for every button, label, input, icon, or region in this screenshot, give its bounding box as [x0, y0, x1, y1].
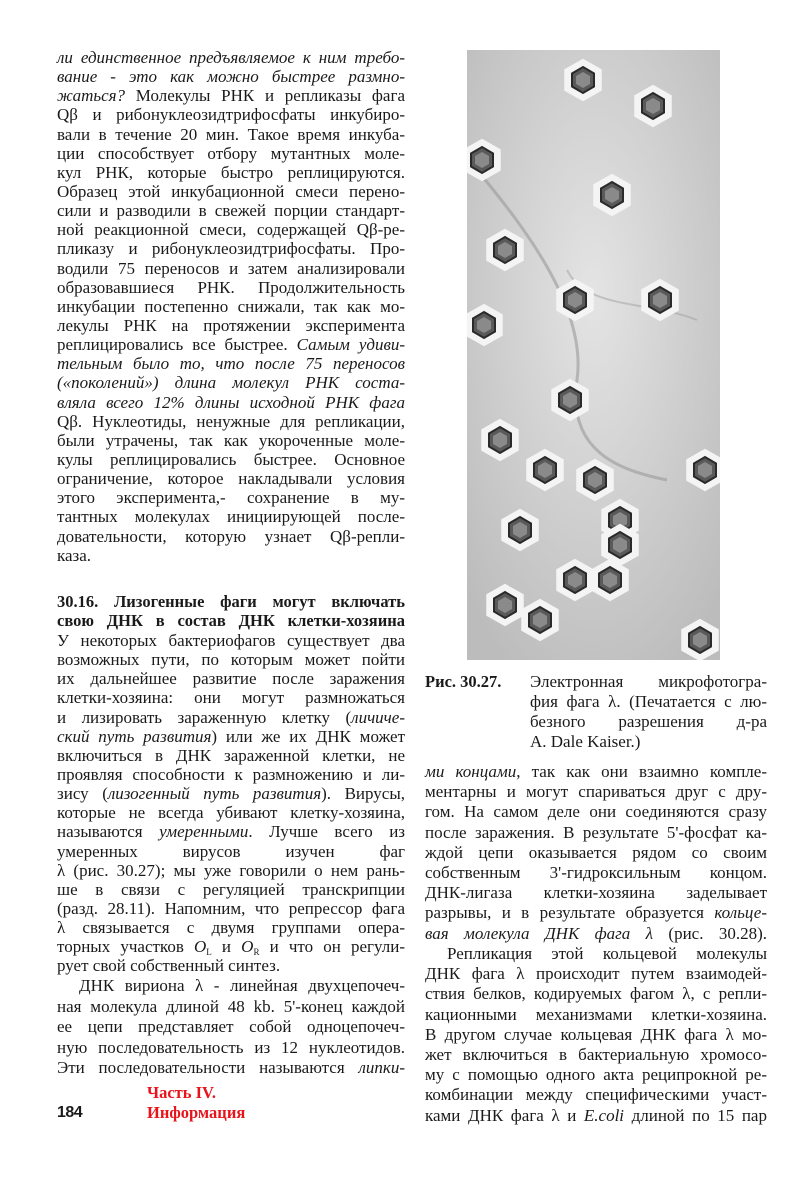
- text-line: [57, 765, 405, 784]
- text-run: ограничение, которое накладывали условия: [57, 469, 405, 489]
- text-line: [57, 105, 405, 124]
- text-line: [530, 732, 767, 752]
- text-run: сили и разводили в свежей порции стандарт-: [57, 201, 405, 221]
- text-line: [57, 784, 405, 803]
- text-run: зису (: [57, 784, 108, 804]
- text-line: [57, 239, 405, 258]
- text-run: 30.16. Лизогенные фаги могут включать: [57, 592, 405, 611]
- text-line: [57, 976, 405, 997]
- text-line: [57, 650, 405, 669]
- paragraph-cohesive-ends: [425, 762, 767, 944]
- text-run: Электронная микрофотогра-: [530, 672, 767, 691]
- text-run: Qβ и рибонуклеозидтрифосфаты инкубиро-: [57, 105, 405, 125]
- part-title: Информация: [147, 1103, 246, 1122]
- text-line: [425, 984, 767, 1004]
- text-line: [425, 863, 767, 883]
- text-line: [57, 67, 405, 86]
- text-run: тантных молекулах инициирующей после-: [57, 507, 405, 527]
- text-line: [425, 1065, 767, 1085]
- text-run: довательности, которую узнает Qβ-репли-: [57, 526, 405, 546]
- text-line: [425, 1005, 767, 1025]
- text-run: клетки-хозяина: они могут размножаться: [57, 688, 405, 708]
- text-line: [425, 843, 767, 863]
- text-line: [57, 1017, 405, 1038]
- paragraph-lambda-dna: [57, 976, 405, 1079]
- text-run: разрывы, и в результате образуется: [425, 903, 715, 923]
- text-line: [425, 1085, 767, 1105]
- text-run: ше в связи с регуляцией транскрипции: [57, 879, 405, 899]
- subscript: L: [206, 947, 212, 958]
- text-run: фия фага λ. (Печатается с лю-: [530, 692, 767, 711]
- electron-micrograph-phage-lambda: [467, 50, 720, 660]
- text-line: [57, 354, 405, 373]
- text-line: [425, 903, 767, 923]
- text-run: ми концами: [425, 762, 517, 781]
- text-run: E.coli: [583, 1105, 625, 1125]
- text-run: ной реакционной смеси, содержащей Qβ-ре-: [57, 220, 405, 240]
- text-line: [57, 880, 405, 899]
- text-run: (рис. 30.28).: [653, 923, 767, 943]
- text-run: были утрачены, так как укороченные моле-: [57, 430, 405, 450]
- text-run: ДНК фага λ происходит путем взаимодей-: [425, 964, 767, 984]
- text-line: [57, 527, 405, 546]
- text-line: [57, 182, 405, 201]
- text-line: [57, 507, 405, 526]
- text-line: [57, 899, 405, 918]
- text-line: [57, 822, 405, 841]
- text-line: [57, 1058, 405, 1079]
- text-run: ДНК-лигаза клетки-хозяина заделывает: [425, 883, 767, 903]
- text-run: пликазу и рибонуклеозидтрифосфаты. Про-: [57, 239, 405, 259]
- text-line: [57, 86, 405, 105]
- text-run: личиче-: [351, 707, 405, 727]
- text-run: гом. На самом деле они соединяются сразу: [425, 802, 767, 822]
- text-run: лизогенный путь развития: [107, 784, 322, 804]
- text-line: [57, 163, 405, 182]
- text-line: [57, 297, 405, 316]
- text-line: [530, 672, 767, 692]
- text-run: кул РНК, которые быстро реплицируются.: [57, 162, 405, 182]
- text-line: [57, 488, 405, 507]
- text-run: инкубации постепенно снижали, так как мо-: [57, 296, 405, 316]
- text-run: лекулы РНК на протяжении эксперимента: [57, 315, 405, 335]
- text-run: ). Вирусы,: [321, 784, 406, 804]
- text-line: [57, 335, 405, 354]
- text-run: проявляя способности к размножению и ли-: [57, 764, 405, 784]
- text-run: жет включиться в бактериальную хромосо-: [425, 1044, 767, 1064]
- text-run: ский путь развития: [57, 726, 212, 746]
- text-run: вляла всего 12% длины исходной РНК фага: [57, 392, 405, 412]
- text-line: [425, 802, 767, 822]
- paragraph-replication: [425, 944, 767, 1126]
- text-run: образовавшиеся РНК. Продолжительность: [57, 277, 405, 297]
- text-run: умеренных вирусов изучен фаг: [57, 841, 405, 861]
- text-line: [425, 762, 767, 782]
- text-line: [57, 611, 405, 630]
- text-line: [425, 1106, 767, 1126]
- text-run: торных участков: [57, 937, 194, 957]
- text-run: ли единственное предъявляемое к ним требо-: [57, 48, 405, 67]
- paragraph-lysogenic-phages: [57, 631, 405, 976]
- text-run: после заражения. В результате 5'-фосфат ка-: [425, 822, 767, 842]
- text-run: собственным 3'-гидроксильным концом.: [425, 862, 767, 882]
- text-line: [57, 431, 405, 450]
- text-line: [57, 450, 405, 469]
- text-line: [57, 918, 405, 937]
- text-line: [57, 220, 405, 239]
- text-run: Репликация этой кольцевой молекулы: [447, 944, 767, 963]
- text-line: [57, 861, 405, 880]
- text-run: ее цепи представляет собой одноцепочеч-: [57, 1017, 405, 1036]
- text-line: [57, 708, 405, 727]
- text-run: Эти последовательности называются: [57, 1058, 359, 1077]
- text-line: [57, 316, 405, 335]
- text-run: λ связывается с двумя группами опера-: [57, 918, 405, 938]
- text-line: [425, 782, 767, 802]
- text-run: O: [241, 937, 254, 957]
- text-run: λ (рис. 30.27); мы уже говорили о нем рань-: [57, 860, 405, 880]
- text-run: которые не всегда убивают клетку-хозяина,: [57, 803, 405, 823]
- text-line: [57, 393, 405, 412]
- text-line: [57, 727, 405, 746]
- text-line: [425, 964, 767, 984]
- text-run: , так как они взаимно компле-: [516, 762, 767, 781]
- text-run: реплицировались все быстрее.: [57, 335, 297, 355]
- part-number: Часть IV.: [147, 1083, 216, 1102]
- text-run: умеренными: [159, 822, 249, 842]
- text-run: кационными механизмами клетки-хозяина.: [425, 1004, 767, 1024]
- text-run: безного разрешения д-ра: [530, 712, 767, 731]
- text-run: длиной по 15 пар: [624, 1105, 767, 1125]
- text-line: [425, 823, 767, 843]
- text-run: вали в течение 20 мин. Такое время инкуба-: [57, 124, 405, 144]
- text-run: У некоторых бактериофагов существует два: [57, 631, 405, 650]
- text-run: A. Dale Kaiser.): [530, 732, 641, 751]
- text-line: [425, 883, 767, 903]
- text-line: [57, 631, 405, 650]
- text-run: Самым удиви-: [296, 335, 405, 355]
- text-line: [57, 144, 405, 163]
- text-line: [57, 746, 405, 765]
- text-line: [530, 692, 767, 712]
- text-run: Молекулы РНК и репликазы фага: [125, 86, 405, 106]
- text-run: . Лучше всего из: [248, 822, 406, 842]
- text-run: вая молекула ДНК фага λ: [425, 923, 654, 943]
- text-line: [425, 1045, 767, 1065]
- text-run: вание - это как можно быстрее размно-: [57, 67, 405, 87]
- text-run: кольце-: [714, 903, 767, 923]
- text-line: [57, 125, 405, 144]
- text-line: [425, 944, 767, 964]
- figure-caption: [530, 672, 767, 752]
- text-run: ждой цепи оказывается рядом со своим: [425, 842, 767, 862]
- text-run: ментарны и могут спариваться друг с дру-: [425, 782, 767, 802]
- text-run: и что он регули-: [259, 937, 405, 957]
- text-line: [57, 373, 405, 392]
- page-number: 184: [57, 1104, 83, 1121]
- text-run: жаться?: [57, 86, 126, 106]
- text-line: [530, 712, 767, 732]
- text-run: водили 75 переносов и затем анализировали: [57, 258, 405, 278]
- text-line: [57, 201, 405, 220]
- text-run: этого эксперимента,- сохранение в му-: [57, 488, 405, 508]
- text-line: [57, 956, 405, 975]
- text-run: тельным было то, что после 75 переносов: [57, 354, 405, 374]
- text-line: [57, 803, 405, 822]
- text-run: свою ДНК в состав ДНК клетки-хозяина: [57, 611, 405, 630]
- text-run: ДНК вириона λ - линейная двухцепочеч-: [79, 976, 405, 995]
- text-run: Qβ. Нуклеотиды, ненужные для репликации,: [57, 411, 405, 431]
- figure-label: Рис. 30.27.: [425, 672, 502, 691]
- paragraph-qbeta-experiment: [57, 48, 405, 565]
- text-line: [57, 259, 405, 278]
- text-line: [57, 278, 405, 297]
- text-run: их дальнейшее развитие после заражения: [57, 669, 405, 689]
- text-run: му с помощью одного акта реципрокной ре-: [425, 1065, 767, 1085]
- section-heading: [57, 592, 405, 630]
- text-line: [57, 669, 405, 688]
- text-line: [57, 997, 405, 1018]
- text-run: Образец этой инкубационной смеси перено-: [57, 181, 405, 201]
- text-line: [57, 937, 405, 956]
- text-line: [57, 48, 405, 67]
- text-line: [425, 924, 767, 944]
- text-run: В другом случае кольцевая ДНК фага λ мо-: [425, 1024, 767, 1044]
- text-line: [57, 412, 405, 431]
- text-run: ) или же их ДНК может: [211, 726, 406, 746]
- subscript: R: [253, 947, 260, 958]
- running-footer-part: [147, 1083, 245, 1123]
- text-run: кулы реплицировались быстрее. Основное: [57, 449, 405, 469]
- text-run: ции способствует отбору мутантных моле-: [57, 143, 405, 163]
- text-line: [57, 1038, 405, 1059]
- text-run: называются: [57, 822, 160, 842]
- text-run: (разд. 28.11). Напомним, что репрессор фага: [57, 898, 405, 918]
- text-run: O: [194, 937, 207, 957]
- text-run: ками ДНК фага λ и: [425, 1105, 584, 1125]
- text-run: ную последовательность из 12 нуклеотидов.: [57, 1037, 405, 1057]
- text-run: и: [211, 937, 242, 957]
- text-run: комбинации между специфическими участ-: [425, 1085, 767, 1105]
- text-run: ная молекула длиной 48 kb. 5'-конец каждой: [57, 996, 405, 1016]
- text-run: («поколений») длина молекул РНК соста-: [57, 373, 405, 393]
- text-line: [57, 469, 405, 488]
- text-run: ствия белков, кодируемых фагом λ, с репли-: [425, 984, 767, 1004]
- text-run: рует свой собственный синтез.: [57, 956, 281, 976]
- text-run: и лизировать зараженную клетку (: [57, 707, 352, 727]
- text-run: липки-: [358, 1058, 405, 1077]
- text-line: [425, 1025, 767, 1045]
- text-line: [57, 688, 405, 707]
- text-run: возможных пути, по которым может пойти: [57, 650, 405, 670]
- text-line: [57, 842, 405, 861]
- text-line: [57, 546, 405, 565]
- text-run: включиться в ДНК зараженной клетки, не: [57, 745, 405, 765]
- text-run: каза.: [57, 545, 92, 565]
- text-line: [57, 592, 405, 611]
